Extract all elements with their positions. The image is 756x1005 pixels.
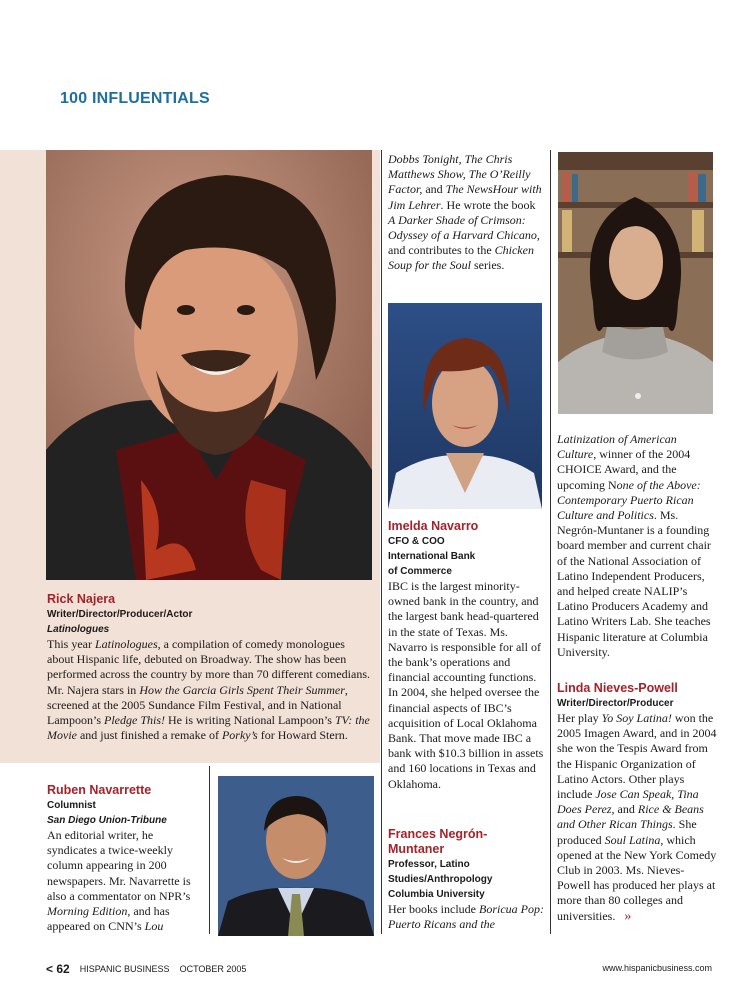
profile-name: Linda Nieves-Powell — [557, 681, 678, 695]
frances-negron-muntaner-photo — [558, 152, 713, 414]
rick-najera-photo — [46, 150, 372, 580]
profile-linda-nieves-powell — [557, 681, 717, 924]
profile-organization: San Diego Union-Tribune — [47, 815, 167, 826]
profile-body — [557, 711, 717, 924]
website-url: www.hispanicbusiness.com — [602, 963, 712, 973]
profile-ruben-navarrette — [47, 783, 203, 934]
profile-title: Columnist — [47, 800, 96, 811]
footer-left — [46, 962, 246, 976]
profile-title: Writer/Director/Producer/Actor — [47, 609, 193, 620]
profile-organization: Latinologues — [47, 624, 110, 635]
profile-title: Professor, Latino — [388, 859, 470, 870]
column-divider — [209, 766, 210, 934]
profile-organization: Columbia University — [388, 889, 485, 900]
profile-title: CFO & COO — [388, 536, 445, 547]
profile-title: Writer/Director/Producer — [557, 698, 674, 709]
issue-date: OCTOBER 2005 — [179, 964, 247, 974]
page-number: < 62 — [46, 962, 70, 976]
section-title: 100 INFLUENTIALS — [60, 90, 210, 107]
profile-body: This year Latinologues, a compilation of comedy monologues about Hispanic life, debuted on Broadway. The show has been performed across the country by more than 70 different comedians. Mr. Najera stars in How the Garcia Girls Spent Their Summer, screened at the 2005 Sundance Film Festival, and in National Lampoon’s Pledge This! He is writing National Lampoon’s TV: the Movie and just finished a remake of Porky’s for Howard Stern. — [47, 637, 371, 743]
profile-title: Studies/Anthropology — [388, 874, 493, 885]
imelda-navarro-photo — [388, 303, 542, 509]
profile-name: Ruben Navarrette — [47, 783, 152, 797]
continued-arrow-icon: » — [624, 908, 632, 924]
profile-body: An editorial writer, he syndicates a twice-weekly column appearing in 200 newspapers. Mr. Navarrette is also a commentator on NPR’s Morning Edition, and has appeared on CNN’s Lou — [47, 828, 191, 934]
profile-name: Imelda Navarro — [388, 519, 479, 533]
column-divider — [381, 150, 382, 934]
profile-rick-najera — [47, 592, 372, 743]
profile-organization: International Bank — [388, 551, 476, 562]
profile-name: Muntaner — [388, 842, 445, 856]
profile-frances-negron-muntaner — [388, 827, 546, 932]
profile-continued-text: Dobbs Tonight, The Chris Matthews Show, The O’Reilly Factor, and The NewsHour with Jim Lehrer. He wrote the book A Darker Shade of Crimson: Odyssey of a Harvard Chicano, and contributes to the Chicken Soup for the Soul series. — [388, 152, 542, 273]
profile-body-text: Her play Yo Soy Latina! won the 2005 Imagen Award, and in 2004 she won the Tespis Award from the Hispanic Organization of Latino Actors. Other plays include Jose Can Speak, Tina Does Perez, and Rice & Beans and Other Rican Things. She produced Soul Latina, which opened at the New York Comedy Club in 2003. Ms. Nieves-Powell has produced her plays at more than 80 colleges and universities. — [557, 711, 717, 923]
column-divider — [550, 150, 551, 934]
ruben-navarrette-photo — [218, 776, 374, 936]
profile-imelda-navarro — [388, 519, 546, 792]
profile-continued-text: Latinization of American Culture, winner of the 2004 CHOICE Award, and the upcoming None of the Above: Contemporary Puerto Rican Culture and Politics. Ms. Negrón-Muntaner is a founding board member and current chair of the National Association of Latino Independent Producers, and helped create NALIP’s Latino Producers Academy and Latino Writers Lab. She teaches Hispanic literature at Columbia University. — [557, 432, 711, 659]
profile-organization: of Commerce — [388, 566, 452, 577]
profile-name: Frances Negrón- — [388, 827, 488, 841]
profile-name: Rick Najera — [47, 592, 116, 606]
profile-body: Her books include Boricua Pop: Puerto Ricans and the — [388, 902, 544, 932]
publication-name: HISPANIC BUSINESS — [79, 964, 170, 974]
profile-body: IBC is the largest minority-owned bank in the country, and the largest bank head-quartered in the state of Texas. Ms. Navarro is responsible for all of the bank’s operations and financial accounting functions. In 2004, she helped oversee the financial aspects of IBC’s acquisition of Local Oklahoma Bank. That move made IBC a bank with $10.3 billion in assets and 160 locations in Texas and Oklahoma. — [388, 579, 544, 791]
